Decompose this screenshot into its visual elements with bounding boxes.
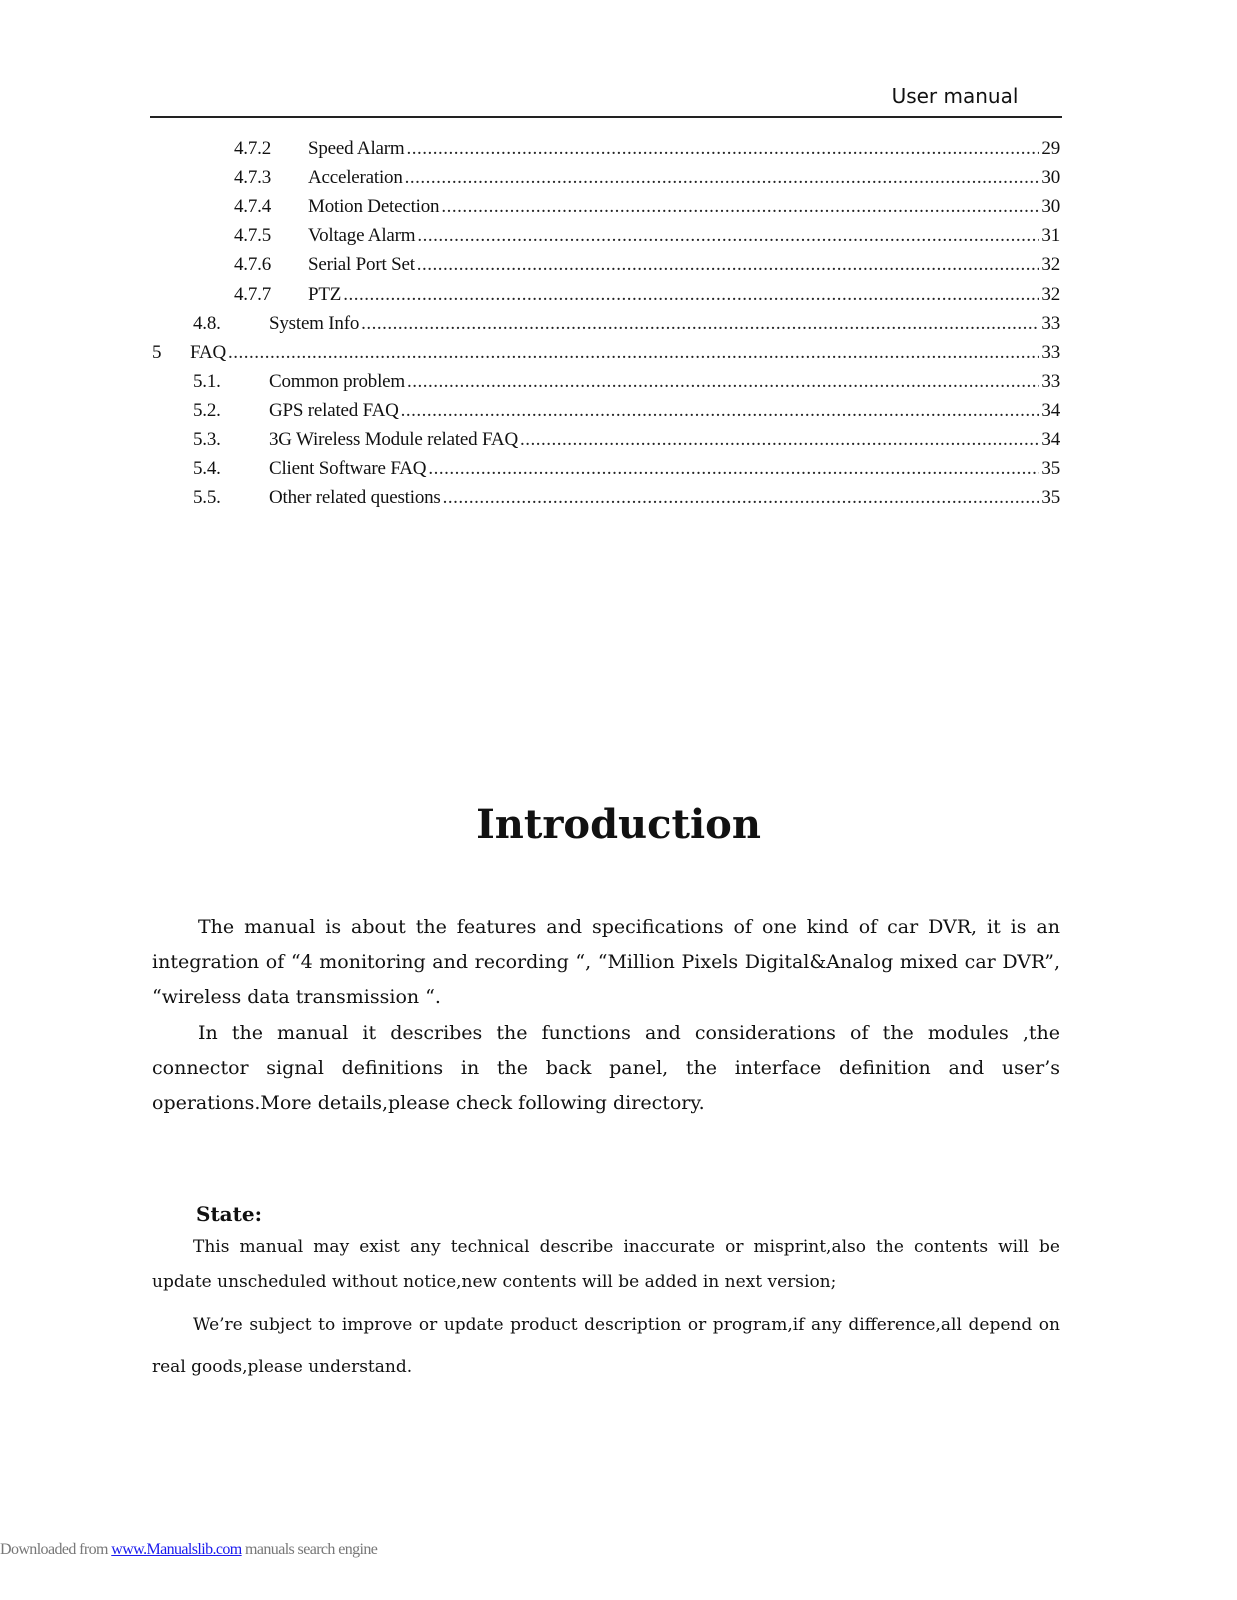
running-header-title: User manual	[891, 84, 1019, 108]
toc-entry-number: 4.7.5	[234, 225, 272, 247]
toc-entry-title: Voltage Alarm	[308, 225, 416, 247]
toc-dot-leader	[407, 367, 1039, 396]
footer-suffix: manuals search engine	[241, 1541, 378, 1558]
toc-entry-title: FAQ	[190, 341, 226, 363]
toc-entry-number: 5.2.	[193, 399, 221, 421]
toc-dot-leader	[405, 163, 1040, 192]
toc-entry[interactable]	[193, 309, 1060, 338]
toc-entry[interactable]	[193, 483, 1060, 512]
toc-entry-number: 5	[152, 341, 162, 363]
toc-dot-leader	[428, 454, 1039, 483]
toc-entry-page: 33	[1041, 341, 1060, 363]
toc-dot-leader	[417, 250, 1040, 279]
toc-dot-leader	[343, 280, 1039, 309]
toc-entry-page: 34	[1041, 399, 1060, 421]
toc-entry[interactable]	[193, 454, 1060, 483]
toc-entry[interactable]	[234, 163, 1060, 192]
toc-entry[interactable]	[152, 338, 1060, 367]
toc-entry-title: Common problem	[269, 370, 405, 392]
toc-entry-page: 30	[1041, 167, 1060, 189]
toc-entry-number: 5.4.	[193, 458, 221, 480]
header-rule	[150, 116, 1062, 118]
toc-entry-page: 32	[1041, 283, 1060, 305]
toc-entry[interactable]	[193, 396, 1060, 425]
download-footer	[0, 1541, 377, 1559]
toc-entry[interactable]	[234, 192, 1060, 221]
toc-entry-title: Acceleration	[308, 167, 403, 189]
toc-entry-page: 29	[1041, 138, 1060, 159]
toc-entry-title: Speed Alarm	[308, 138, 405, 159]
toc-entry-number: 4.8.	[193, 312, 221, 334]
toc-entry-number: 4.7.6	[234, 254, 272, 276]
toc-dot-leader	[520, 425, 1039, 454]
toc-entry-page: 35	[1041, 487, 1060, 509]
toc-dot-leader	[228, 338, 1039, 367]
toc-entry-title: Other related questions	[269, 487, 441, 509]
state-heading: State:	[196, 1202, 262, 1226]
toc-entry-title: 3G Wireless Module related FAQ	[269, 429, 518, 450]
toc-entry-title: PTZ	[308, 283, 342, 305]
toc-entry[interactable]	[193, 367, 1060, 396]
toc-dot-leader	[441, 192, 1039, 221]
toc-entry-title: Serial Port Set	[308, 254, 415, 276]
toc-entry[interactable]	[234, 134, 1060, 163]
toc-dot-leader	[401, 396, 1040, 425]
toc-entry-number: 4.7.2	[234, 138, 272, 159]
toc-entry-number: 4.7.4	[234, 196, 272, 218]
toc-entry-number: 4.7.7	[234, 283, 272, 305]
toc-entry-number: 4.7.3	[234, 167, 272, 189]
toc-entry[interactable]	[193, 425, 1060, 454]
toc-dot-leader	[443, 483, 1040, 512]
state-paragraph: This manual may exist any technical describe inaccurate or misprint,also the contents will be update unscheduled without notice,new contents will be added in next version;	[152, 1237, 1060, 1292]
toc-entry[interactable]	[234, 280, 1060, 309]
toc-entry-title: GPS related FAQ	[269, 399, 399, 421]
intro-paragraph: In the manual it describes the functions and considerations of the modules ,the connector signal definitions in the back panel, the interface definition and user’s operations.More details,please check following directory.	[152, 1022, 1060, 1114]
toc-entry-page: 33	[1041, 370, 1060, 392]
toc-entry-title: Motion Detection	[308, 196, 440, 218]
toc-entry-page: 30	[1041, 196, 1060, 218]
toc-entry-page: 32	[1041, 254, 1060, 276]
toc-entry-page: 35	[1041, 458, 1060, 480]
toc-entry[interactable]	[234, 250, 1060, 279]
toc-entry-number: 5.5.	[193, 487, 221, 509]
toc-entry[interactable]	[234, 221, 1060, 250]
toc-entry-number: 5.1.	[193, 370, 221, 392]
toc-entry-page: 33	[1041, 312, 1060, 334]
toc-dot-leader	[417, 221, 1039, 250]
toc-entry-page: 31	[1041, 225, 1060, 247]
footer-prefix: Downloaded from	[0, 1541, 112, 1558]
section-title: Introduction	[476, 801, 761, 848]
toc-dot-leader	[361, 309, 1039, 338]
toc-entry-title: Client Software FAQ	[269, 458, 427, 480]
toc-dot-leader	[406, 134, 1039, 163]
toc-entry-title: System Info	[269, 312, 360, 334]
manualslib-link[interactable]: www.Manualslib.com	[111, 1541, 242, 1558]
intro-paragraph: The manual is about the features and specifications of one kind of car DVR, it is an integration of “4 monitoring and recording “, “Million Pixels Digital&Analog mixed car DVR”, “wireless data transmission “.	[152, 916, 1060, 1008]
toc-entry-page: 34	[1041, 429, 1060, 450]
toc-entry-number: 5.3.	[193, 429, 221, 450]
state-paragraph: We’re subject to improve or update product description or program,if any difference,all depend on real goods,please understand.	[152, 1315, 1060, 1377]
